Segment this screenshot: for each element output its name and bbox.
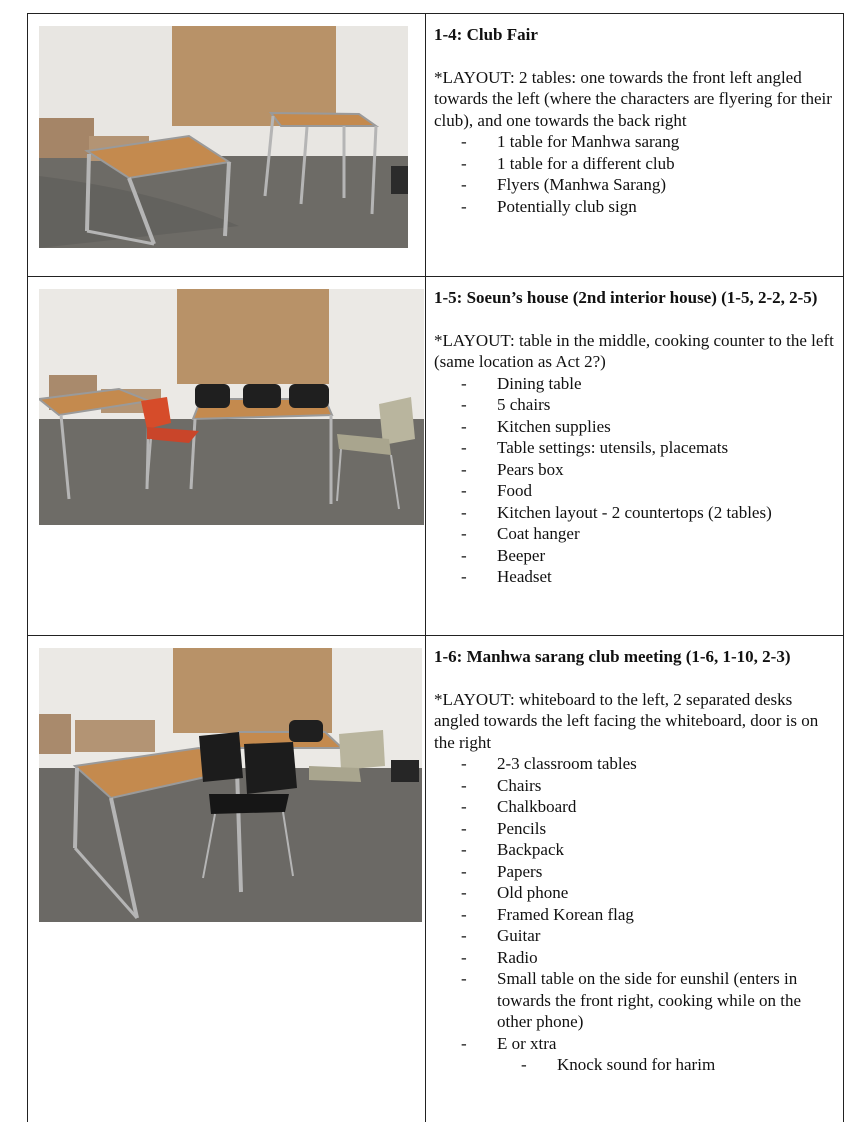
list-item: - Old phone — [461, 882, 835, 904]
list-item: - 2-3 classroom tables — [461, 753, 835, 775]
list-item: - Radio — [461, 947, 835, 969]
list-item: - Pears box — [461, 459, 835, 481]
list-item: - Framed Korean flag — [461, 904, 835, 926]
scene-row-1-4 — [28, 14, 844, 277]
props-list — [434, 131, 835, 217]
props-list — [434, 373, 835, 588]
list-item: - Beeper — [461, 545, 835, 567]
list-item: - Guitar — [461, 925, 835, 947]
list-item: - 1 table for Manhwa sarang — [461, 131, 835, 153]
scene-row-1-6 — [28, 636, 844, 1122]
list-item: - E or xtra — [461, 1033, 835, 1055]
scene-photo-cell — [28, 636, 426, 1122]
list-item: - Food — [461, 480, 835, 502]
list-item: - 1 table for a different club — [461, 153, 835, 175]
list-item: - Backpack — [461, 839, 835, 861]
scene-props-table — [27, 13, 844, 1122]
list-item: - Chalkboard — [461, 796, 835, 818]
layout-note: *LAYOUT: whiteboard to the left, 2 separated desks angled towards the left facing the whiteboard, door is on the right — [434, 689, 835, 754]
list-item: - Table settings: utensils, placemats — [461, 437, 835, 459]
scene-text-cell — [426, 14, 844, 277]
scene-row-1-5 — [28, 277, 844, 636]
list-item: - Kitchen supplies — [461, 416, 835, 438]
scene-photo-cell — [28, 14, 426, 277]
list-item: - Coat hanger — [461, 523, 835, 545]
props-list — [434, 753, 835, 1076]
club-meeting-photo — [39, 648, 422, 922]
sub-list-item: - Knock sound for harim — [461, 1054, 835, 1076]
list-item: - Papers — [461, 861, 835, 883]
soeun-house-photo — [39, 289, 424, 525]
scene-photo-cell — [28, 277, 426, 636]
club-fair-photo — [39, 26, 408, 248]
scene-text-cell — [426, 277, 844, 636]
list-item: - Headset — [461, 566, 835, 588]
scene-title: 1-6: Manhwa sarang club meeting (1-6, 1-10, 2-3) — [434, 646, 835, 668]
list-item: - Kitchen layout - 2 countertops (2 tables) — [461, 502, 835, 524]
scene-title: 1-4: Club Fair — [434, 24, 835, 46]
layout-note: *LAYOUT: table in the middle, cooking counter to the left (same location as Act 2?) — [434, 330, 835, 373]
list-item: - Chairs — [461, 775, 835, 797]
layout-note: *LAYOUT: 2 tables: one towards the front left angled towards the left (where the characters are flyering for their club), and one towards the back right — [434, 67, 835, 132]
scene-text-cell — [426, 636, 844, 1122]
list-item: - Flyers (Manhwa Sarang) — [461, 174, 835, 196]
scene-title: 1-5: Soeun’s house (2nd interior house) (1-5, 2-2, 2-5) — [434, 287, 835, 309]
list-item: - Potentially club sign — [461, 196, 835, 218]
list-item: - 5 chairs — [461, 394, 835, 416]
list-item: - Dining table — [461, 373, 835, 395]
list-item: - Small table on the side for eunshil (enters in towards the front right, cooking while on the other phone) — [461, 968, 835, 1033]
list-item: - Pencils — [461, 818, 835, 840]
